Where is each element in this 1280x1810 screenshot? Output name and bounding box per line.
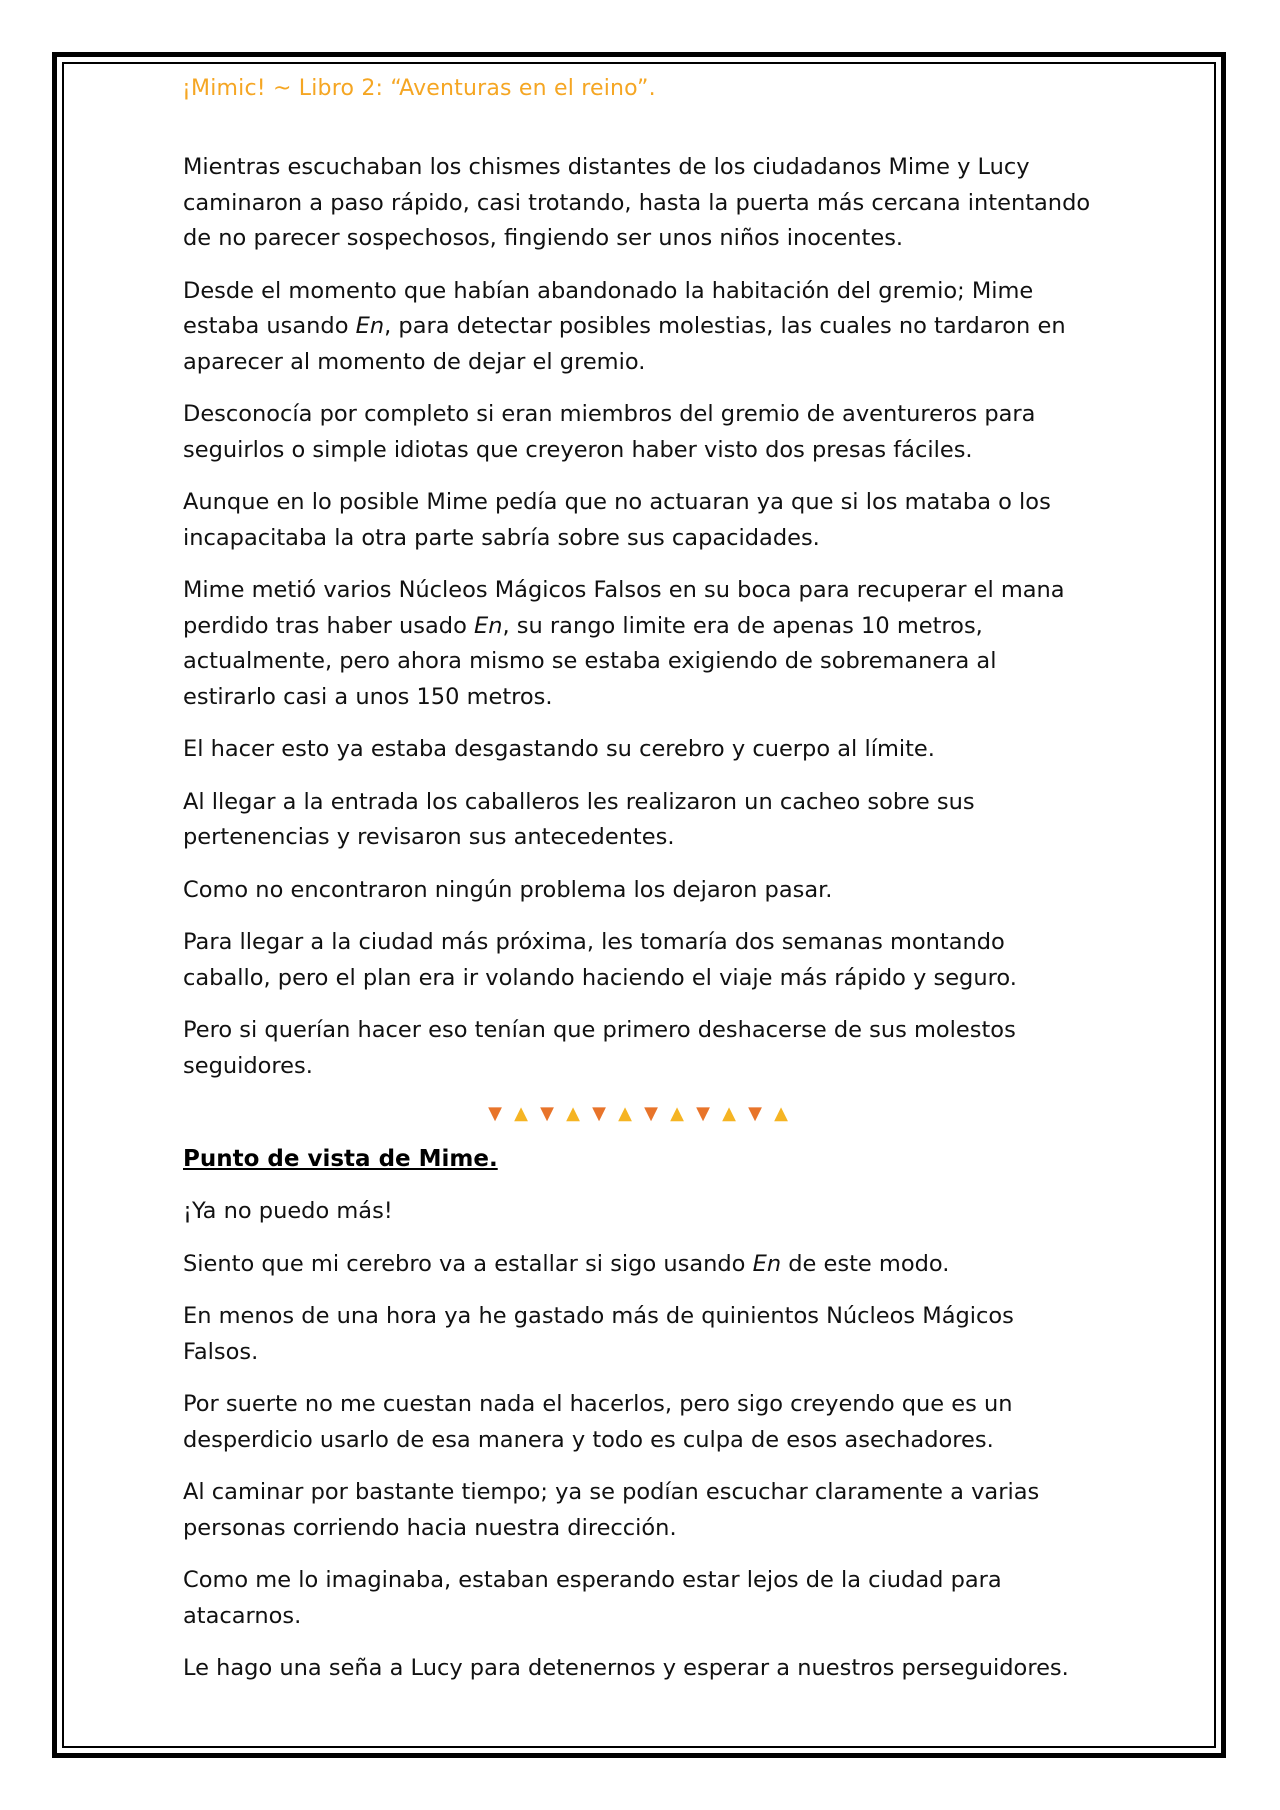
paragraph [183, 1475, 1093, 1546]
paragraph-text: , para detectar posibles molestias, las cuales no tardaron en aparecer al momento de dejar el gremio. [183, 313, 1066, 375]
triangle-down-icon: ▼ [592, 1103, 606, 1124]
paragraph [183, 1299, 1093, 1370]
paragraph [183, 785, 1093, 856]
paragraph [183, 397, 1093, 468]
paragraph-text: Mime metió varios Núcleos Mágicos Falsos en su boca para recuperar el mana perdido tras haber usado [183, 577, 1065, 639]
paragraph-text: Al llegar a la entrada los caballeros les realizaron un cacheo sobre sus pertenencias y revisaron sus antecedentes. [183, 788, 975, 850]
paragraph [183, 873, 1093, 909]
triangle-up-icon: ▲ [722, 1103, 736, 1124]
paragraph-text: ¡Ya no puedo más! [183, 1198, 393, 1224]
paragraph [183, 1194, 1093, 1230]
paragraph-text: Por suerte no me cuestan nada el hacerlos, pero sigo creyendo que es un desperdicio usarlo de esa manera y todo es culpa de esos asechadores. [183, 1391, 1013, 1453]
paragraph-text: Aunque en lo posible Mime pedía que no actuaran ya que si los mataba o los incapacitaba la otra parte sabría sobre sus capacidades. [183, 489, 1051, 551]
paragraph [183, 150, 1093, 257]
paragraph [183, 485, 1093, 556]
paragraph-text: Desconocía por completo si eran miembros del gremio de aventureros para seguirlos o simple idiotas que creyeron haber visto dos presas fáciles. [183, 401, 1036, 463]
emphasized-term: En [474, 612, 503, 639]
document-body [183, 150, 1093, 1704]
paragraph-text: , su rango limite era de apenas 10 metros, actualmente, pero ahora mismo se estaba exigiendo de sobremanera al estirarlo casi a unos 150 metros. [183, 612, 997, 710]
triangle-up-icon: ▲ [514, 1103, 528, 1124]
triangle-up-icon: ▲ [566, 1103, 580, 1124]
paragraph [183, 573, 1093, 715]
emphasized-term: En [355, 313, 385, 339]
paragraph [183, 1563, 1093, 1634]
paragraph [183, 1651, 1093, 1687]
running-header: ¡Mimic! ~ Libro 2: “Aventuras en el reino”. [182, 76, 656, 101]
paragraph-text: Como me lo imaginaba, estaban esperando estar lejos de la ciudad para atacarnos. [183, 1567, 1002, 1629]
triangle-up-icon: ▲ [774, 1103, 788, 1124]
triangle-down-icon: ▼ [540, 1103, 554, 1124]
paragraph-text: Al caminar por bastante tiempo; ya se podían escuchar claramente a varias personas corriendo hacia nuestra dirección. [183, 1479, 1040, 1541]
paragraph-text: Como no encontraron ningún problema los dejaron pasar. [183, 876, 833, 903]
paragraph [183, 732, 1093, 768]
emphasized-term: En [752, 1250, 782, 1277]
paragraph [183, 1013, 1093, 1084]
paragraph-text: Pero si querían hacer eso tenían que primero deshacerse de sus molestos seguidores. [183, 1017, 1016, 1079]
paragraph-text: Mientras escuchaban los chismes distantes de los ciudadanos Mime y Lucy caminaron a paso rápido, casi trotando, hasta la puerta más cercana intentando de no parecer sospechosos, fingiendo ser unos niños inocentes. [183, 154, 1091, 251]
triangle-up-icon: ▲ [670, 1103, 684, 1124]
pov-section [183, 1194, 1093, 1687]
triangle-divider [183, 1104, 1093, 1124]
paragraph-text: de este modo. [781, 1250, 950, 1277]
paragraph-text: Desde el momento que habían abandonado la habitación del gremio; Mime estaba usando [183, 277, 1034, 339]
paragraph [183, 274, 1093, 381]
triangle-up-icon: ▲ [618, 1103, 632, 1124]
paragraph-text: Le hago una seña a Lucy para detenernos y esperar a nuestros perseguidores. [183, 1655, 1069, 1681]
paragraph [183, 1387, 1093, 1458]
paragraph [183, 1247, 1093, 1283]
section-heading: Punto de vista de Mime. [183, 1146, 498, 1172]
triangle-down-icon: ▼ [644, 1103, 658, 1124]
narrative-section [183, 150, 1093, 1084]
paragraph-text: Para llegar a la ciudad más próxima, les tomaría dos semanas montando caballo, pero el plan era ir volando haciendo el viaje más rápido y seguro. [183, 929, 1017, 991]
paragraph-text: En menos de una hora ya he gastado más de quinientos Núcleos Mágicos Falsos. [183, 1303, 1014, 1365]
paragraph [183, 925, 1093, 996]
triangle-down-icon: ▼ [488, 1103, 502, 1124]
paragraph-text: Siento que mi cerebro va a estallar si sigo usando [183, 1250, 753, 1277]
triangle-down-icon: ▼ [696, 1103, 710, 1124]
paragraph-text: El hacer esto ya estaba desgastando su cerebro y cuerpo al límite. [183, 736, 935, 762]
triangle-down-icon: ▼ [748, 1103, 762, 1124]
